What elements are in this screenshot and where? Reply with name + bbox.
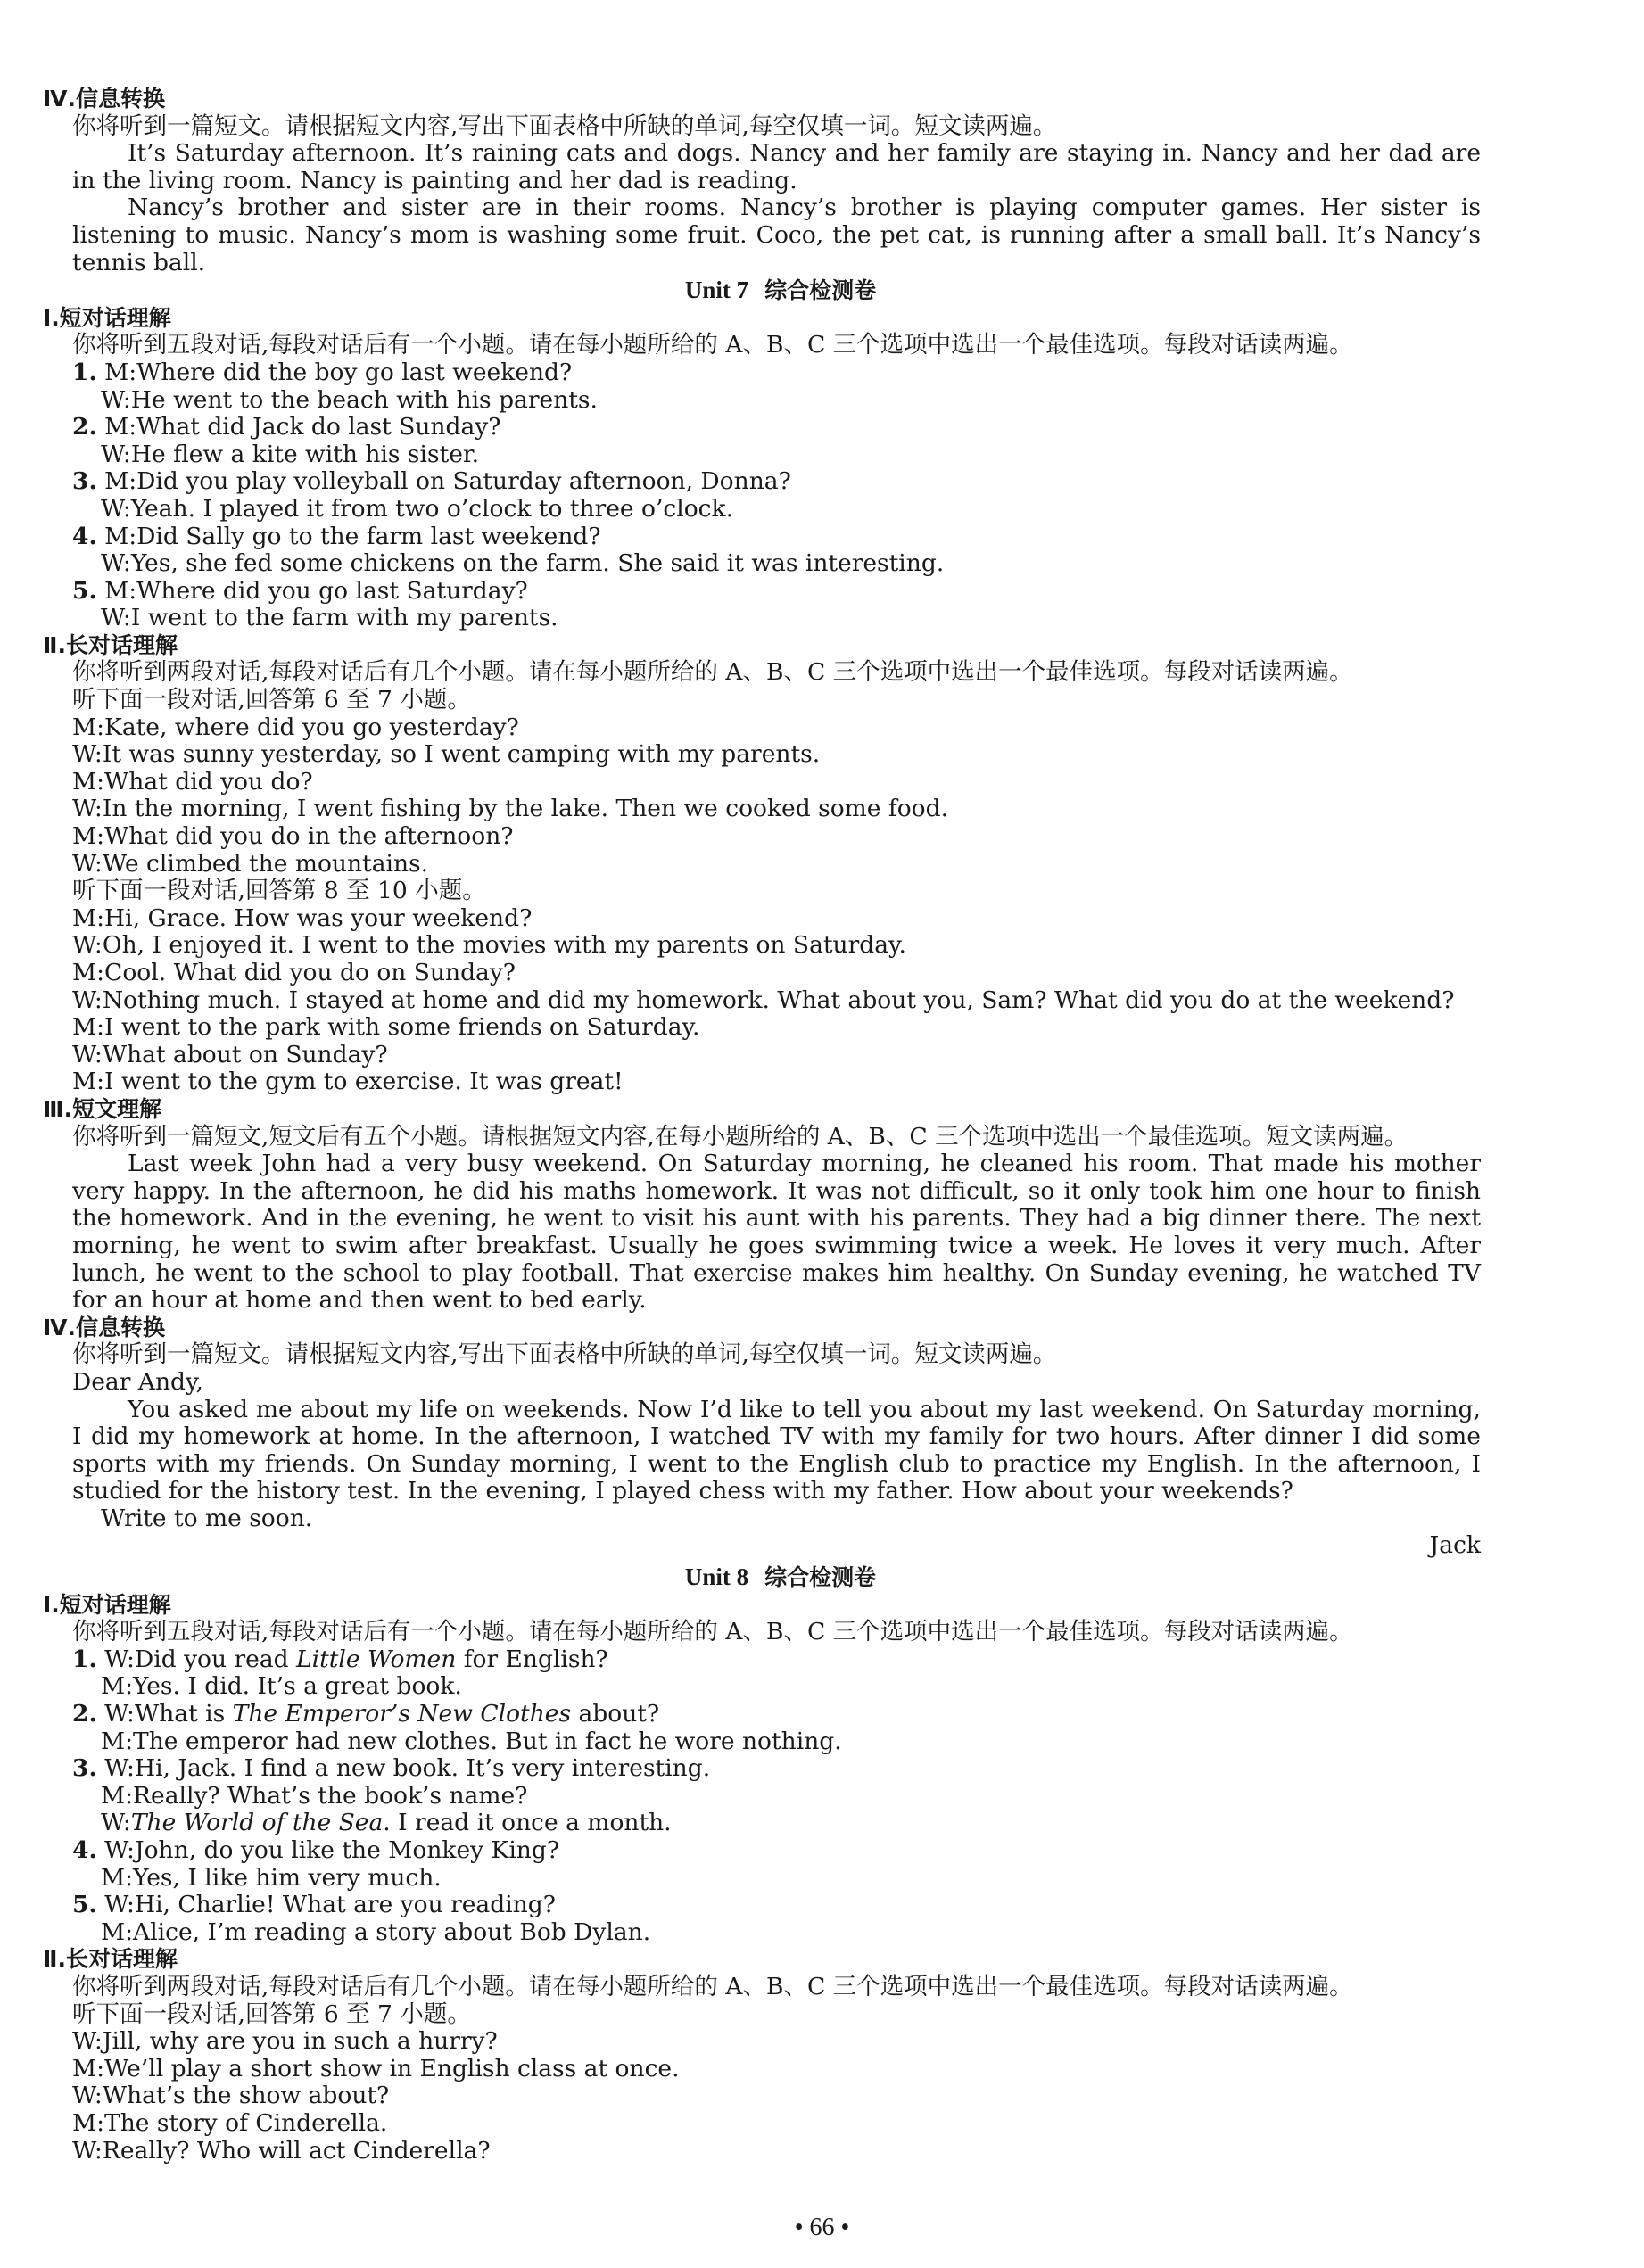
unit-title: Unit 7 综合检测卷 — [684, 276, 877, 304]
dialogue-line: W:Jill, why are you in such a hurry? — [72, 2027, 498, 2056]
book-title: The Emperor’s New Clothes — [232, 1700, 572, 1728]
section-heading: Ⅳ.信息转换 — [43, 1314, 165, 1340]
book-title: Little Women — [296, 1645, 457, 1673]
dialogue-line: 2. W:What is The Emperor’s New Clothes about? — [72, 1700, 660, 1728]
dialogue-line: 听下面一段对话,回答第 8 至 10 小题。 — [72, 877, 486, 905]
letter-closing: Write to me soon. — [101, 1504, 313, 1532]
dialogue-line: W:He went to the beach with his parents. — [101, 385, 598, 414]
section-instruction: 你将听到五段对话,每段对话后有一个小题。请在每小题所给的 A、B、C 三个选项中选出一个最佳选项。每段对话读两遍。 — [72, 1618, 1353, 1646]
dialogue-line: M:Alice, I’m reading a story about Bob Dylan. — [101, 1917, 651, 1946]
section-heading: Ⅱ.长对话理解 — [43, 631, 178, 658]
dialogue-line: W:In the morning, I went fishing by the lake. Then we cooked some food. — [72, 795, 949, 823]
dialogue-line: 2. M:What did Jack do last Sunday? — [72, 413, 501, 441]
dialogue-line: W:Nothing much. I stayed at home and did my homework. What about you, Sam? What did you do at the weekend? — [72, 986, 1455, 1014]
dialogue-line: M:Hi, Grace. How was your weekend? — [72, 903, 533, 932]
dialogue-line: W:What’s the show about? — [72, 2082, 390, 2110]
passage-paragraph: It’s Saturday afternoon. It’s raining cats and dogs. Nancy and her family are staying in. Nancy and her dad are in the living room. Nancy is painting and her dad is reading. — [72, 139, 1481, 194]
dialogue-line: M:What did you do in the afternoon? — [72, 822, 514, 851]
section-heading: Ⅲ.短文理解 — [43, 1095, 162, 1122]
section-instruction: 你将听到两段对话,每段对话后有几个小题。请在每小题所给的 A、B、C 三个选项中选出一个最佳选项。每段对话读两遍。 — [72, 658, 1353, 687]
letter-greeting: Dear Andy, — [72, 1367, 203, 1396]
dialogue-line: 5. W:Hi, Charlie! What are you reading? — [72, 1891, 556, 1919]
page-number: • 66 • — [794, 2214, 850, 2241]
dialogue-line: W:He flew a kite with his sister. — [101, 440, 480, 468]
section-instruction: 你将听到一篇短文。请根据短文内容,写出下面表格中所缺的单词,每空仅填一词。短文读两遍。 — [72, 1340, 1057, 1369]
dialogue-line: M:We’ll play a short show in English class at once. — [72, 2054, 680, 2082]
dialogue-line: W:It was sunny yesterday, so I went camping with my parents. — [72, 740, 821, 769]
dialogue-line: M:Yes, I like him very much. — [101, 1863, 442, 1892]
dialogue-line: W:The World of the Sea. I read it once a month. — [101, 1809, 672, 1837]
dialogue-line: W:I went to the farm with my parents. — [101, 604, 558, 632]
dialogue-line: M:Really? What’s the book’s name? — [101, 1781, 528, 1810]
dialogue-line: M:The story of Cinderella. — [72, 2108, 388, 2137]
section-instruction: 你将听到两段对话,每段对话后有几个小题。请在每小题所给的 A、B、C 三个选项中选出一个最佳选项。每段对话读两遍。 — [72, 1972, 1353, 2000]
dialogue-line: W:Oh, I enjoyed it. I went to the movies with my parents on Saturday. — [72, 931, 906, 960]
unit-title: Unit 8 综合检测卷 — [684, 1563, 877, 1591]
passage-paragraph: Last week John had a very busy weekend. On Saturday morning, he cleaned his room. That made his mother very happy. In the afternoon, he did his maths homework. It was not difficult, so it only took him one hour to finish the homework. And in the evening, he went to visit his aunt with his parents. They had a big dinner there. The next morning, he went to swim after breakfast. Usually he goes swimming twice a week. He loves it very much. After lunch, he went to the school to play football. That exercise makes him healthy. On Sunday evening, he watched TV for an hour at home and then went to bed early. — [72, 1150, 1481, 1315]
passage-paragraph: You asked me about my life on weekends. Now I’d like to tell you about my last weekend. On Saturday morning, I did my homework at home. In the afternoon, I watched TV with my family for two hours. After dinner I did some sports with my friends. On Sunday morning, I went to the English club to practice my English. In the afternoon, I studied for the history test. In the evening, I played chess with my father. How about your weekends? — [72, 1395, 1481, 1505]
section-heading: Ⅰ.短对话理解 — [43, 1591, 171, 1618]
document-page — [45, 86, 1481, 2165]
dialogue-line: 4. W:John, do you like the Monkey King? — [72, 1836, 560, 1864]
dialogue-line: M:I went to the gym to exercise. It was great! — [72, 1068, 624, 1096]
dialogue-line: M:I went to the park with some friends on Saturday. — [72, 1013, 700, 1042]
dialogue-line: 听下面一段对话,回答第 6 至 7 小题。 — [72, 2000, 471, 2028]
dialogue-line: M:The emperor had new clothes. But in fact he wore nothing. — [101, 1727, 842, 1755]
letter-signature: Jack — [1429, 1531, 1481, 1560]
dialogue-line: M:What did you do? — [72, 767, 313, 796]
dialogue-line: W:What about on Sunday? — [72, 1040, 388, 1068]
section-heading: Ⅰ.短对话理解 — [43, 304, 171, 331]
dialogue-line: M:Kate, where did you go yesterday? — [72, 713, 519, 741]
dialogue-line: 听下面一段对话,回答第 6 至 7 小题。 — [72, 686, 471, 714]
dialogue-line: M:Cool. What did you do on Sunday? — [72, 959, 516, 986]
dialogue-line: 3. W:Hi, Jack. I find a new book. It’s very interesting. — [72, 1754, 711, 1783]
book-title: The World of the Sea — [130, 1809, 384, 1837]
dialogue-line: W:Yes, she fed some chickens on the farm. She said it was interesting. — [101, 549, 945, 578]
dialogue-line: 3. M:Did you play volleyball on Saturday afternoon, Donna? — [72, 467, 791, 496]
passage-paragraph: Nancy’s brother and sister are in their rooms. Nancy’s brother is playing computer games. Her sister is listening to music. Nancy’s mom is washing some fruit. Coco, the pet cat, is running after a small ball. It’s Nancy’s tennis ball. — [72, 194, 1481, 276]
section-heading: Ⅱ.长对话理解 — [43, 1946, 178, 1973]
dialogue-line: 5. M:Where did you go last Saturday? — [72, 576, 528, 605]
section-instruction: 你将听到五段对话,每段对话后有一个小题。请在每小题所给的 A、B、C 三个选项中选出一个最佳选项。每段对话读两遍。 — [72, 331, 1353, 359]
section-instruction: 你将听到一篇短文。请根据短文内容,写出下面表格中所缺的单词,每空仅填一词。短文读两遍。 — [72, 111, 1057, 140]
dialogue-line: W:We climbed the mountains. — [72, 849, 429, 878]
dialogue-line: 1. W:Did you read Little Women for English? — [72, 1645, 608, 1673]
dialogue-line: W:Really? Who will act Cinderella? — [72, 2136, 491, 2165]
section-instruction: 你将听到一篇短文,短文后有五个小题。请根据短文内容,在每小题所给的 A、B、C 三个选项中选出一个最佳选项。短文读两遍。 — [72, 1122, 1409, 1150]
dialogue-line: M:Yes. I did. It’s a great book. — [101, 1672, 462, 1701]
dialogue-line: 4. M:Did Sally go to the farm last weekend? — [72, 522, 601, 550]
section-heading: Ⅳ.信息转换 — [43, 86, 165, 111]
dialogue-line: W:Yeah. I played it from two o’clock to three o’clock. — [101, 494, 734, 523]
dialogue-line: 1. M:Where did the boy go last weekend? — [72, 358, 573, 386]
